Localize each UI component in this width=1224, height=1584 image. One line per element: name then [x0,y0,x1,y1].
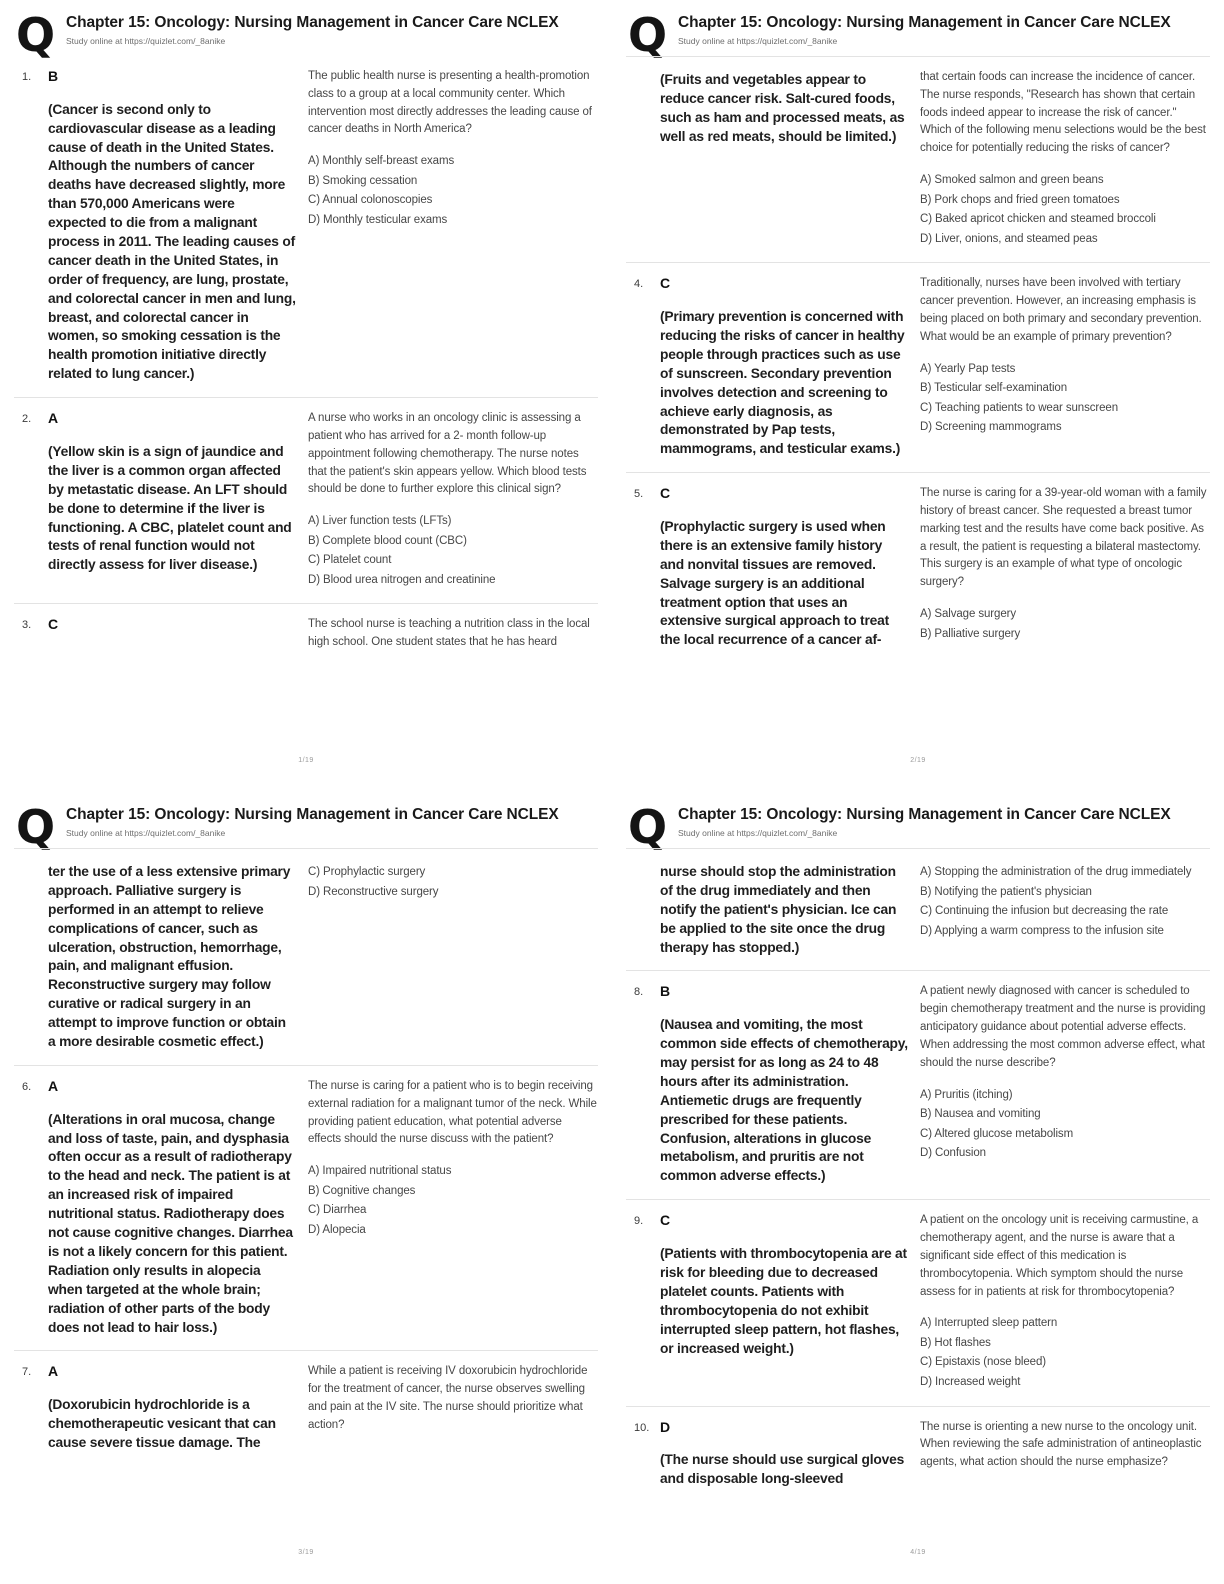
page-number: 4/19 [910,1549,926,1556]
choice-c: C) Annual colonoscopies [308,194,433,207]
choice-b: B) Pork chops and fried green tomatoes [920,193,1120,206]
choice-a: A) Monthly self-breast exams [308,155,455,168]
question-text: The nurse is caring for a 39-year-old woman with a family history of breast cancer. She requested a breast tumor marking test and the results have come back positive. As a result, the patient is requesting a bilateral mastectomy. This surgery is an example of what type of oncologic surgery? [920,487,1207,589]
answer-column [660,1419,910,1490]
choice-list [308,512,597,590]
choice-a: A) Smoked salmon and green beans [920,174,1104,187]
choice-c: C) Diarrhea [308,1204,367,1217]
answer-column [660,1212,910,1392]
answer-explanation: (Alterations in oral mucosa, change and loss of taste, pain, and dysphasia often occur as a result of radiotherapy to the head and neck. The patient is at an increased risk of impaired nutritional status. Radiotherapy does not cause cognitive changes. Diarrhea is not a likely concern for this patient. Radiation only results in alopecia when targeted at the whole brain; radiation of other parts of the body does not lead to hair loss.) [48,1111,293,1335]
page-content [14,56,598,756]
choice-list [308,863,597,902]
question-column [298,1078,597,1337]
answer-column [660,861,910,957]
answer-letter: A [48,410,59,427]
choice-d: D) Screening mammograms [920,421,1062,434]
qa-item-9 [626,1199,1210,1405]
choice-a: A) Stopping the administration of the drug immediately [920,866,1192,878]
qa-item-1 [14,56,598,397]
choice-d: D) Alopecia [308,1223,366,1236]
choice-list [308,152,597,230]
page-title: Chapter 15: Oncology: Nursing Management in Cancer Care NCLEX [66,806,559,823]
question-column [298,616,597,652]
choice-b: B) Nausea and vomiting [920,1108,1041,1121]
qa-item-3 [14,603,598,665]
answer-letter: D [660,1418,671,1435]
question-text: Traditionally, nurses have been involved with tertiary cancer prevention. However, an increasing emphasis is being placed on both primary and secondary prevention. What would be an example of primary prevention? [920,277,1202,343]
qa-item-5-continued [14,849,598,1065]
study-online-link: Study online at https://quizlet.com/_8anike [678,36,838,46]
choice-d: D) Confusion [920,1147,986,1160]
choice-d: D) Liver, onions, and steamed peas [920,232,1098,245]
answer-explanation: ter the use of a less extensive primary approach. Palliative surgery is performed in an attempt to relieve complications of cancer, such as ulceration, obstruction, hemorrhage, pain, and malignant effusion. Reconstructive surgery may follow curative or radical surgery in an attempt to improve function or obtain a more desirable cosmetic effect.) [48,864,291,1050]
choice-c: C) Continuing the infusion but decreasing the rate [920,905,1169,918]
choice-b: B) Palliative surgery [920,627,1021,640]
answer-explanation: (The nurse should use surgical gloves and disposable long-sleeved [660,1452,905,1487]
page-content [626,848,1210,1548]
item-number: 10. [634,1421,650,1434]
question-column [910,275,1209,459]
question-text: A patient newly diagnosed with cancer is scheduled to begin chemotherapy treatment and the nurse is providing anticipatory guidance about potential adverse effects. When addressing the most common adverse effect, what should the nurse describe? [920,985,1206,1069]
qa-item-2 [14,397,598,603]
answer-column [48,410,298,590]
question-column [910,485,1209,650]
answer-letter: C [660,1212,671,1229]
page-header [626,800,1210,854]
page-title: Chapter 15: Oncology: Nursing Management in Cancer Care NCLEX [678,806,1171,823]
qa-item-8 [626,970,1210,1199]
page-header [14,8,598,62]
choice-list [920,605,1209,644]
question-column [298,861,597,1052]
study-online-link: Study online at https://quizlet.com/_8anike [66,828,226,838]
choice-b: B) Smoking cessation [308,174,418,187]
question-text: The school nurse is teaching a nutrition class in the local high school. One student states that he has heard [308,618,590,649]
choice-list [920,1086,1209,1164]
question-text: that certain foods can increase the incidence of cancer. The nurse responds, "Research has shown that certain foods indeed appear to increase the risk of cancer." Which of the following menu selections would be the best choice for potentially reducing the risks of cancer? [920,71,1206,155]
qa-item-7-continued [626,849,1210,970]
qa-item-6 [14,1065,598,1350]
choice-a: A) Impaired nutritional status [308,1165,452,1178]
answer-column [660,69,910,249]
answer-column [48,68,298,384]
item-number: 5. [634,488,644,501]
page-3 [0,792,612,1584]
choice-b: B) Hot flashes [920,1336,991,1349]
answer-explanation: (Fruits and vegetables appear to reduce cancer risk. Salt-cured foods, such as ham and processed meats, as well as red meats, should be limited.) [660,72,905,144]
question-text: The public health nurse is presenting a health-promotion class to a group at a local community center. Which intervention most directly addresses the leading cause of cancer deaths in North America? [308,70,592,136]
page-2 [612,0,1224,792]
question-text: A patient on the oncology unit is receiving carmustine, a chemotherapy agent, and the nurse is aware that a significant side effect of this medication is thrombocytopenia. Which symptom should the nurse assess for in patients at risk for thrombocytopenia? [920,1214,1199,1298]
item-number: 6. [22,1080,32,1093]
choice-list [920,360,1209,438]
answer-column [48,1078,298,1337]
choice-b: B) Cognitive changes [308,1184,416,1197]
page-title: Chapter 15: Oncology: Nursing Management in Cancer Care NCLEX [66,14,559,31]
question-column [910,69,1209,249]
answer-column [48,1363,298,1452]
question-column [298,1363,597,1452]
choice-d: D) Reconstructive surgery [308,885,439,898]
page-1 [0,0,612,792]
item-number: 2. [22,413,32,426]
choice-list [920,863,1209,941]
page-content [626,56,1210,756]
item-number: 3. [22,619,32,632]
question-column [910,983,1209,1186]
choice-b: B) Notifying the patient's physician [920,885,1092,898]
question-column [298,410,597,590]
question-text: The nurse is caring for a patient who is to begin receiving external radiation for a malignant tumor of the neck. While providing patient education, what potential adverse effects should the nurse discuss with the patient? [308,1079,597,1146]
choice-d: D) Monthly testicular exams [308,213,448,226]
choice-c: C) Altered glucose metabolism [920,1127,1074,1140]
answer-letter: B [660,983,671,1000]
qa-item-3-continued [626,57,1210,262]
answer-column [48,861,298,1052]
answer-explanation: (Cancer is second only to cardiovascular disease as a leading cause of death in the United States. Although the numbers of cancer deaths have decreased slightly, more than 570,000 Americans were expected to die from a malignant process in 2011. The leading causes of cancer death in the United States, in order of frequency, are lung, prostate, and colorectal cancer in men and lung, breast, and colorectal cancer in women, so smoking cessation is the health promotion initiative directly related to lung cancer.) [48,101,296,382]
item-number: 9. [634,1215,644,1228]
answer-explanation: (Primary prevention is concerned with reducing the risks of cancer in healthy people through practices such as use of sunscreen. Secondary prevention involves detection and screening to achieve early diagnosis, as demonstrated by Pap tests, mammograms, and testicular exams.) [660,309,905,457]
page-header [626,8,1210,62]
quizlet-logo-icon: Q [16,800,54,854]
choice-c: C) Baked apricot chicken and steamed broccoli [920,213,1156,226]
item-number: 4. [634,278,644,291]
answer-letter: C [660,485,671,502]
page-number: 2/19 [910,757,926,764]
page-title: Chapter 15: Oncology: Nursing Management in Cancer Care NCLEX [678,14,1171,31]
answer-explanation: (Doxorubicin hydrochloride is a chemotherapeutic vesicant that can cause severe tissue damage. The [48,1397,276,1450]
page-content [14,848,598,1548]
choice-list [920,1314,1209,1392]
question-text: The nurse is orienting a new nurse to the oncology unit. When reviewing the safe administration of antineoplastic agents, what action should the nurse emphasize? [920,1420,1202,1469]
page-4 [612,792,1224,1584]
question-column [910,1419,1209,1490]
study-online-link: Study online at https://quizlet.com/_8anike [66,36,226,46]
choice-b: B) Testicular self-examination [920,382,1067,395]
choice-a: A) Salvage surgery [920,608,1016,621]
question-column [298,68,597,384]
choice-d: D) Increased weight [920,1375,1021,1388]
answer-letter: C [48,616,59,633]
qa-item-5 [626,472,1210,663]
choice-c: C) Prophylactic surgery [308,866,426,878]
item-number: 8. [634,986,644,999]
item-number: 7. [22,1366,32,1379]
choice-c: C) Platelet count [308,554,392,567]
item-number [634,69,660,249]
answer-column [660,983,910,1186]
answer-explanation: (Yellow skin is a sign of jaundice and the liver is a common organ affected by metastatic disease. An LFT should be done to determine if the liver is functioning. A CBC, platelet count and tests of renal function would not directly assess for liver disease.) [48,443,292,573]
choice-d: D) Applying a warm compress to the infusion site [920,924,1164,937]
choice-c: C) Epistaxis (nose bleed) [920,1356,1046,1369]
choice-list [920,171,1209,249]
answer-explanation: (Patients with thrombocytopenia are at risk for bleeding due to decreased platelet counts. Patients with thrombocytopenia do not exhibit interrupted sleep pattern, hot flashes, or increased weight.) [660,1246,907,1356]
question-column [910,861,1209,957]
quizlet-logo-icon: Q [628,800,666,854]
answer-column [660,485,910,650]
item-number [634,861,660,957]
item-number: 1. [22,71,32,83]
item-number [22,861,48,1052]
choice-c: C) Teaching patients to wear sunscreen [920,401,1118,414]
answer-column [660,275,910,459]
study-online-link: Study online at https://quizlet.com/_8anike [678,828,838,838]
choice-a: A) Pruritis (itching) [920,1088,1013,1101]
choice-b: B) Complete blood count (CBC) [308,534,467,547]
choice-a: A) Yearly Pap tests [920,362,1016,375]
choice-a: A) Liver function tests (LFTs) [308,515,452,528]
choice-d: D) Blood urea nitrogen and creatinine [308,573,496,586]
question-text: A nurse who works in an oncology clinic is assessing a patient who has arrived for a 2- month follow-up appointment following chemotherapy. The nurse notes that the patient's skin appears yellow. Which blood tests should be done to further explore this clinical sign? [308,412,587,496]
qa-item-10 [626,1406,1210,1503]
page-number: 3/19 [298,1549,314,1556]
answer-explanation: nurse should stop the administration of the drug immediately and then notify the patient's physician. Ice can be applied to the site once the drug therapy has stopped.) [660,864,897,955]
page-number: 1/19 [298,757,314,764]
choice-a: A) Interrupted sleep pattern [920,1317,1058,1330]
answer-letter: C [660,275,671,292]
answer-letter: A [48,1077,59,1094]
answer-letter: A [48,1363,59,1380]
answer-explanation: (Nausea and vomiting, the most common side effects of chemotherapy, may persist for as long as 24 to 48 hours after its administration. Antiemetic drugs are frequently prescribed for these patients. Confusion, alterations in glucose metabolism, and pruritis are not common adverse effects.) [660,1017,908,1184]
quizlet-logo-icon: Q [16,8,54,62]
qa-item-4 [626,262,1210,472]
choice-list [308,1162,597,1240]
question-column [910,1212,1209,1392]
answer-explanation: (Prophylactic surgery is used when there is an extensive family history and nonvital tissues are removed. Salvage surgery is an additional treatment option that uses an extensive surgical approach to treat the local recurrence of a cancer af- [660,518,889,648]
page-header [14,800,598,854]
answer-column [48,616,298,652]
quizlet-logo-icon: Q [628,8,666,62]
answer-letter: B [48,68,59,84]
qa-item-7 [14,1350,598,1465]
question-text: While a patient is receiving IV doxorubicin hydrochloride for the treatment of cancer, the nurse observes swelling and pain at the IV site. The nurse should prioritize what action? [308,1365,588,1431]
